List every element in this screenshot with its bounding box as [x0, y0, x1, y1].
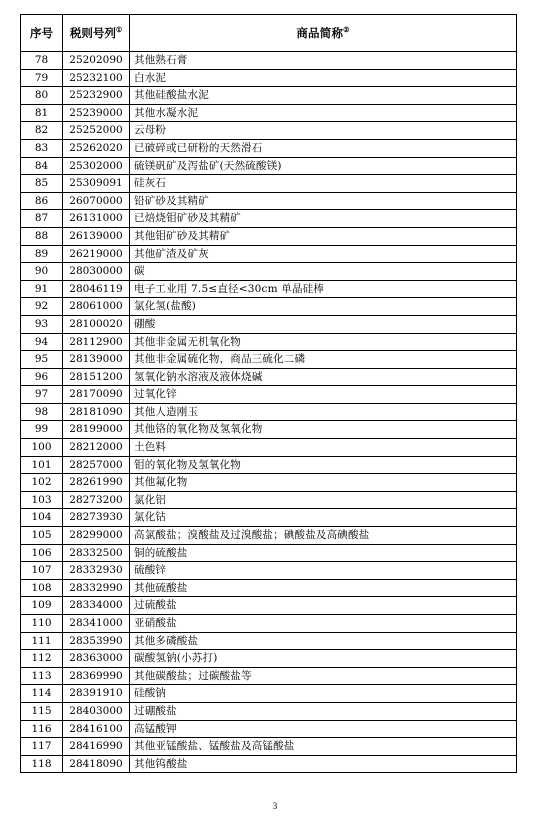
row-seq-cell: 108	[21, 579, 63, 597]
table-row	[21, 139, 517, 157]
table-row	[21, 245, 517, 263]
row-code-cell: 26070000	[63, 192, 130, 210]
row-seq-cell: 112	[21, 650, 63, 668]
row-code-cell: 28273200	[63, 491, 130, 509]
table-row	[21, 298, 517, 316]
row-seq-cell: 89	[21, 245, 63, 263]
row-name-cell: 氯化铝	[130, 491, 517, 509]
table-row	[21, 263, 517, 281]
row-code-cell: 28212000	[63, 439, 130, 457]
row-name-cell: 氯化钴	[130, 509, 517, 527]
row-name-cell: 过硼酸盐	[130, 702, 517, 720]
table-row	[21, 474, 517, 492]
row-code-cell: 25309091	[63, 175, 130, 193]
row-code-cell: 28151200	[63, 368, 130, 386]
row-name-cell: 硼酸	[130, 315, 517, 333]
row-seq-cell: 116	[21, 720, 63, 738]
row-seq-cell: 79	[21, 69, 63, 87]
row-code-cell: 28299000	[63, 527, 130, 545]
row-seq-cell: 106	[21, 544, 63, 562]
row-seq-cell: 78	[21, 52, 63, 70]
row-code-cell: 28363000	[63, 650, 130, 668]
row-code-cell: 28261990	[63, 474, 130, 492]
header-code	[63, 15, 130, 52]
row-code-cell: 28391910	[63, 685, 130, 703]
row-code-cell: 25302000	[63, 157, 130, 175]
header-name	[130, 15, 517, 52]
row-seq-cell: 111	[21, 632, 63, 650]
row-seq-cell: 102	[21, 474, 63, 492]
row-seq-cell: 85	[21, 175, 63, 193]
row-code-cell: 28332990	[63, 579, 130, 597]
row-name-cell: 碳	[130, 263, 517, 281]
row-code-cell: 26219000	[63, 245, 130, 263]
row-seq-cell: 104	[21, 509, 63, 527]
row-code-cell: 28257000	[63, 456, 130, 474]
row-seq-cell: 88	[21, 227, 63, 245]
table-row	[21, 491, 517, 509]
row-seq-cell: 96	[21, 368, 63, 386]
table-row	[21, 667, 517, 685]
row-code-cell: 28332930	[63, 562, 130, 580]
row-seq-cell: 115	[21, 702, 63, 720]
row-seq-cell: 90	[21, 263, 63, 281]
table-row	[21, 280, 517, 298]
row-name-cell: 其他非金属无机氧化物	[130, 333, 517, 351]
table-row	[21, 315, 517, 333]
table-row	[21, 227, 517, 245]
table-row	[21, 52, 517, 70]
table-row	[21, 615, 517, 633]
row-name-cell: 其他水凝水泥	[130, 104, 517, 122]
table-row	[21, 720, 517, 738]
table-header-row	[21, 15, 517, 52]
row-code-cell: 28170090	[63, 386, 130, 404]
table-row	[21, 597, 517, 615]
table-row	[21, 122, 517, 140]
row-name-cell: 其他多磷酸盐	[130, 632, 517, 650]
table-row	[21, 192, 517, 210]
row-name-cell: 铜的硫酸盐	[130, 544, 517, 562]
table-row	[21, 210, 517, 228]
row-name-cell: 已焙烧钼矿砂及其精矿	[130, 210, 517, 228]
row-seq-cell: 103	[21, 491, 63, 509]
row-seq-cell: 82	[21, 122, 63, 140]
row-seq-cell: 80	[21, 87, 63, 105]
row-seq-cell: 97	[21, 386, 63, 404]
table-row	[21, 333, 517, 351]
row-name-cell: 已破碎或已研粉的天然滑石	[130, 139, 517, 157]
row-name-cell: 氢氧化钠水溶液及液体烧碱	[130, 368, 517, 386]
table-row	[21, 456, 517, 474]
row-code-cell: 28181090	[63, 403, 130, 421]
row-seq-cell: 114	[21, 685, 63, 703]
row-seq-cell: 110	[21, 615, 63, 633]
row-seq-cell: 93	[21, 315, 63, 333]
row-code-cell: 28334000	[63, 597, 130, 615]
table-row	[21, 527, 517, 545]
row-code-cell: 28353990	[63, 632, 130, 650]
row-seq-cell: 98	[21, 403, 63, 421]
row-name-cell: 其他硅酸盐水泥	[130, 87, 517, 105]
row-name-cell: 过氧化锌	[130, 386, 517, 404]
table-row	[21, 421, 517, 439]
header-seq	[21, 15, 63, 52]
row-seq-cell: 101	[21, 456, 63, 474]
row-name-cell: 其他硫酸盐	[130, 579, 517, 597]
page-number: 3	[272, 801, 278, 811]
row-seq-cell: 118	[21, 755, 63, 773]
row-seq-cell: 91	[21, 280, 63, 298]
row-name-cell: 铅矿砂及其精矿	[130, 192, 517, 210]
row-name-cell: 碳酸氢钠(小苏打)	[130, 650, 517, 668]
table-row	[21, 87, 517, 105]
row-name-cell: 硫镁矾矿及泻盐矿(天然硫酸镁)	[130, 157, 517, 175]
table-row	[21, 738, 517, 756]
table-row	[21, 579, 517, 597]
row-seq-cell: 105	[21, 527, 63, 545]
table-row	[21, 632, 517, 650]
row-name-cell: 云母粉	[130, 122, 517, 140]
row-name-cell: 过硫酸盐	[130, 597, 517, 615]
row-seq-cell: 94	[21, 333, 63, 351]
row-name-cell: 氯化氢(盐酸)	[130, 298, 517, 316]
row-seq-cell: 107	[21, 562, 63, 580]
row-name-cell: 高锰酸钾	[130, 720, 517, 738]
table-row	[21, 386, 517, 404]
table-row	[21, 544, 517, 562]
tariff-table	[20, 14, 517, 773]
row-seq-cell: 83	[21, 139, 63, 157]
row-name-cell: 其他铬的氧化物及氢氧化物	[130, 421, 517, 439]
row-code-cell: 25239000	[63, 104, 130, 122]
row-code-cell: 26139000	[63, 227, 130, 245]
row-name-cell: 硅灰石	[130, 175, 517, 193]
row-code-cell: 28341000	[63, 615, 130, 633]
row-name-cell: 亚硝酸盐	[130, 615, 517, 633]
row-name-cell: 其他钼矿砂及其精矿	[130, 227, 517, 245]
table-row	[21, 509, 517, 527]
table-row	[21, 351, 517, 369]
table-row	[21, 755, 517, 773]
row-code-cell: 28416100	[63, 720, 130, 738]
row-name-cell: 其他氟化物	[130, 474, 517, 492]
row-code-cell: 28369990	[63, 667, 130, 685]
row-code-cell: 28100020	[63, 315, 130, 333]
row-seq-cell: 109	[21, 597, 63, 615]
row-code-cell: 25202090	[63, 52, 130, 70]
row-code-cell: 28112900	[63, 333, 130, 351]
table-row	[21, 650, 517, 668]
row-seq-cell: 84	[21, 157, 63, 175]
table-row	[21, 702, 517, 720]
row-name-cell: 硫酸锌	[130, 562, 517, 580]
row-seq-cell: 81	[21, 104, 63, 122]
row-name-cell: 其他矿渣及矿灰	[130, 245, 517, 263]
row-code-cell: 28403000	[63, 702, 130, 720]
row-code-cell: 28061000	[63, 298, 130, 316]
table-row	[21, 175, 517, 193]
row-code-cell: 28332500	[63, 544, 130, 562]
table-row	[21, 157, 517, 175]
row-code-cell: 28139000	[63, 351, 130, 369]
header-seq-label: 序号	[30, 26, 53, 40]
row-name-cell: 土色料	[130, 439, 517, 457]
row-name-cell: 其他熟石膏	[130, 52, 517, 70]
row-code-cell: 28416990	[63, 738, 130, 756]
header-name-label: 商品简称	[296, 26, 344, 40]
header-code-note: ①	[115, 25, 123, 35]
row-name-cell: 其他钨酸盐	[130, 755, 517, 773]
header-code-label: 税则号列	[69, 26, 116, 40]
row-code-cell: 28046119	[63, 280, 130, 298]
table-row	[21, 403, 517, 421]
table-row	[21, 439, 517, 457]
table-body	[21, 52, 517, 773]
row-name-cell: 其他碳酸盐；过碳酸盐等	[130, 667, 517, 685]
row-code-cell: 26131000	[63, 210, 130, 228]
row-name-cell: 白水泥	[130, 69, 517, 87]
row-seq-cell: 113	[21, 667, 63, 685]
row-seq-cell: 92	[21, 298, 63, 316]
row-code-cell: 25252000	[63, 122, 130, 140]
row-seq-cell: 86	[21, 192, 63, 210]
row-name-cell: 硅酸钠	[130, 685, 517, 703]
row-code-cell: 25262020	[63, 139, 130, 157]
row-name-cell: 高氯酸盐；溴酸盐及过溴酸盐；碘酸盐及高碘酸盐	[130, 527, 517, 545]
row-name-cell: 电子工业用 7.5≤直径<30cm 单晶硅棒	[130, 280, 517, 298]
row-code-cell: 28030000	[63, 263, 130, 281]
row-code-cell: 28273930	[63, 509, 130, 527]
row-code-cell: 25232100	[63, 69, 130, 87]
table-row	[21, 685, 517, 703]
row-name-cell: 其他亚锰酸盐、锰酸盐及高锰酸盐	[130, 738, 517, 756]
row-seq-cell: 99	[21, 421, 63, 439]
row-name-cell: 钼的氧化物及氢氧化物	[130, 456, 517, 474]
header-name-note: ②	[343, 25, 350, 35]
table-row	[21, 368, 517, 386]
row-seq-cell: 87	[21, 210, 63, 228]
table-row	[21, 562, 517, 580]
table-row	[21, 104, 517, 122]
row-code-cell: 25232900	[63, 87, 130, 105]
row-code-cell: 28199000	[63, 421, 130, 439]
table-row	[21, 69, 517, 87]
row-name-cell: 其他人造刚玉	[130, 403, 517, 421]
row-seq-cell: 95	[21, 351, 63, 369]
row-seq-cell: 100	[21, 439, 63, 457]
row-seq-cell: 117	[21, 738, 63, 756]
row-name-cell: 其他非金属硫化物，商品三硫化二磷	[130, 351, 517, 369]
row-code-cell: 28418090	[63, 755, 130, 773]
